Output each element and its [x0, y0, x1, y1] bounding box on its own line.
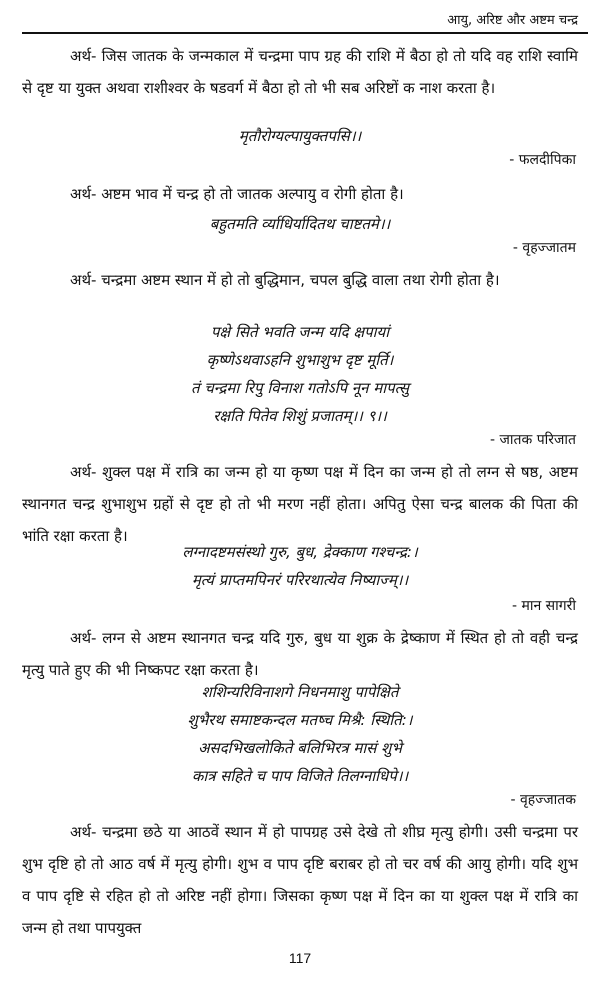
source-citation: - वृहज्जातम [512, 240, 576, 256]
sanskrit-verse-line: कृष्णेऽथवाऽहनि शुभाशुभ दृष्ट मूर्ति। [206, 351, 394, 369]
meaning-paragraph: अर्थ- जिस जातक के जन्मकाल में चन्द्रमा पाप ग्रह की राशि में बैठा हो तो यदि वह राशि स्वामि से दृष्ट या युक्त अथवा राशीश्वर के षडवर्ग में बैठा हो तो भी सब अरिष्टों क नाश करता है। [22, 47, 578, 97]
sanskrit-verse-line: बहुतमति र्व्याधिर्यादितथ चाष्टतमे।। [209, 215, 391, 233]
header-rule [22, 32, 588, 34]
meaning-paragraph: अर्थ- लग्न से अष्टम स्थानगत चन्द्र यदि गुरु, बुध या शुक्र के द्रेष्काण में स्थित हो तो वही चन्द्र मृत्यु पाते हुए की भी निष्कपट रक्षा करता है। [22, 629, 578, 679]
running-header: आयु, अरिष्ट और अष्टम चन्द्र [447, 13, 578, 28]
sanskrit-verse-line: शशिन्यरिविनाशगे निधनमाशु पापेक्षिते [201, 683, 399, 701]
sanskrit-verse-line: मृतौरोग्यल्पायुक्तपसि।। [238, 127, 362, 145]
source-citation: - मान सागरी [511, 598, 576, 614]
sanskrit-verse-line: मृत्यं प्राप्तमपिनरं परिरथात्येव निष्याज्म्।। [191, 571, 409, 589]
sanskrit-verse-line: शुभैरथ समाष्टकन्दल मतष्च मिश्रै: स्थिति:। [187, 711, 413, 729]
sanskrit-verse-line: असदभिखलोकिते बलिभिरत्र मासं शुभे [198, 739, 402, 757]
meaning-paragraph: अर्थ- अष्टम भाव में चन्द्र हो तो जातक अल्पायु व रोगी होता है। [70, 185, 404, 203]
sanskrit-verse-line: तं चन्द्रमा रिपु विनाश गतोऽपि नून मापत्सु [190, 379, 410, 397]
sanskrit-verse-line: पक्षे सिते भवति जन्म यदि क्षपायां [210, 323, 390, 341]
sanskrit-verse-line: लग्नादष्टमसंस्थो गुरु, बुध, द्रेक्काण गश्चन्द्र:। [182, 543, 418, 561]
sanskrit-verse-line: रक्षति पितेव शिशुं प्रजातम्।। ९।। [213, 407, 387, 425]
source-citation: - फलदीपिका [509, 152, 576, 168]
source-citation: - जातक परिजात [490, 432, 576, 448]
source-citation: - वृहज्जातक [510, 792, 576, 808]
page-number: 117 [288, 950, 312, 966]
sanskrit-verse-line: कात्र सहिते च पाप विजिते तिलग्नाधिपे।। [191, 767, 409, 785]
meaning-paragraph: अर्थ- चन्द्रमा छठे या आठवें स्थान में हो पापग्रह उसे देखे तो शीघ्र मृत्यु होगी। उसी चन्द्रमा पर शुभ दृष्टि हो तो आठ वर्ष में मृत्यु होगी। शुभ व पाप दृष्टि बराबर हो तो चर वर्ष की आयु होगी। यदि शुभ व पाप दृष्टि से रहित हो तो अरिष्ट नहीं होगा। जिसका कृष्ण पक्ष में दिन का या शुक्ल पक्ष में रात्रि का जन्म हो तथा पापयुक्त [22, 823, 578, 937]
meaning-paragraph: अर्थ- चन्द्रमा अष्टम स्थान में हो तो बुद्धिमान, चपल बुद्धि वाला तथा रोगी होता है। [70, 271, 500, 289]
meaning-paragraph: अर्थ- शुक्ल पक्ष में रात्रि का जन्म हो या कृष्ण पक्ष में दिन का जन्म हो तो लग्न से षष्ठ, अष्टम स्थानगत चन्द्र शुभाशुभ ग्रहों से दृष्ट हो तो भी मरण नहीं होता। अपितु ऐसा चन्द्र बालक की पिता की भांति रक्षा करता है। [22, 463, 578, 545]
